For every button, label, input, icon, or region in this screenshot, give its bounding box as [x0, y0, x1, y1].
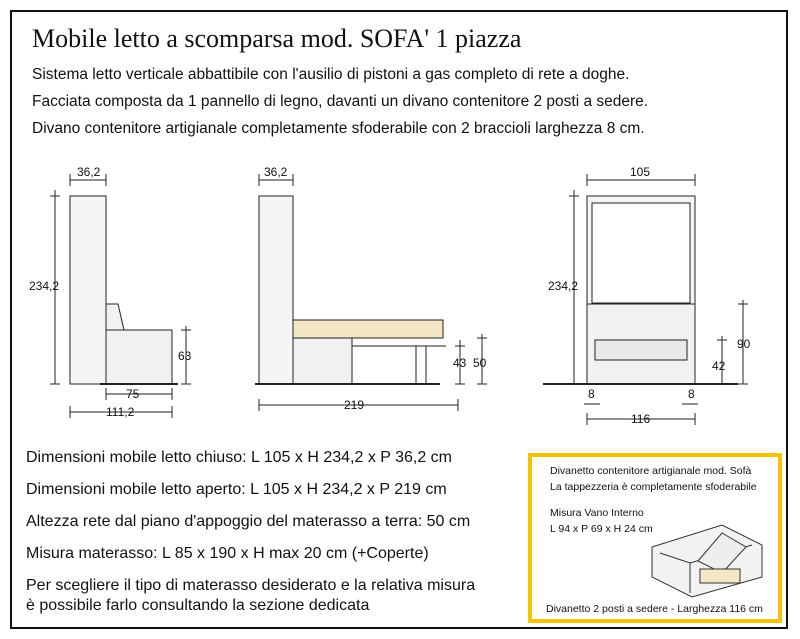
dim-seat-height: 42: [712, 359, 726, 373]
dim-frame-height-b: 50: [473, 356, 487, 370]
spec-note-line-2: è possibile farlo consultando la sezione dedicata: [26, 597, 370, 614]
dim-arm-left: 8: [588, 387, 595, 401]
description-line-1: Sistema letto verticale abbattibile con l'ausilio di pistoni a gas completo di rete a doghe.: [32, 66, 630, 83]
infobox-line-1: Divanetto contenitore artigianale mod. Sofà: [550, 465, 752, 477]
spec-closed: Dimensioni mobile letto chiuso: L 105 x H 234,2 x P 36,2 cm: [26, 449, 452, 466]
sofa-info-box: [528, 453, 782, 623]
dim-sofa-depth: 75: [126, 387, 140, 401]
spec-open: Dimensioni mobile letto aperto: L 105 x H 234,2 x P 219 cm: [26, 481, 447, 498]
infobox-footer: Divanetto 2 posti a sedere - Larghezza 116 cm: [546, 603, 763, 615]
dim-open-depth-top: 36,2: [264, 165, 288, 179]
open-side-view: [255, 174, 487, 411]
front-view: [543, 174, 748, 425]
dim-arm-right: 8: [688, 387, 695, 401]
sofa-open-sketch: [642, 517, 772, 599]
infobox-line-3: Misura Vano Interno: [550, 507, 644, 519]
spec-note-line-1: Per scegliere il tipo di materasso desiderato e la relativa misura: [26, 577, 476, 594]
page-title: Mobile letto a scomparsa mod. SOFA' 1 piazza: [32, 24, 522, 53]
closed-side-view: [50, 174, 191, 418]
dim-sofa-total-height: 90: [737, 337, 751, 351]
dim-front-height: 234,2: [548, 279, 579, 293]
spec-mattress-size: Misura materasso: L 85 x 190 x H max 20 cm (+Coperte): [26, 545, 429, 562]
infobox-line-2: La tappezzeria è completamente sfoderabile: [550, 481, 757, 493]
dim-sofa-width: 116: [631, 412, 651, 426]
description-line-3: Divano contenitore artigianale completamente sfoderabile con 2 braccioli larghezza 8 cm.: [32, 120, 645, 137]
dim-open-length: 219: [344, 398, 365, 412]
dim-front-width: 105: [630, 165, 651, 179]
description-line-2: Facciata composta da 1 pannello di legno, davanti un divano contenitore 2 posti a sedere.: [32, 93, 649, 110]
infobox-line-4: L 94 x P 69 x H 24 cm: [550, 523, 653, 535]
dim-total-depth-closed: 111,2: [106, 405, 135, 419]
dim-side-depth: 36,2: [77, 165, 101, 179]
dim-frame-height-a: 43: [453, 356, 467, 370]
dim-sofa-height: 63: [178, 349, 192, 363]
spec-mattress-height: Altezza rete dal piano d'appoggio del materasso a terra: 50 cm: [26, 513, 471, 530]
dim-side-height: 234,2: [29, 279, 60, 293]
